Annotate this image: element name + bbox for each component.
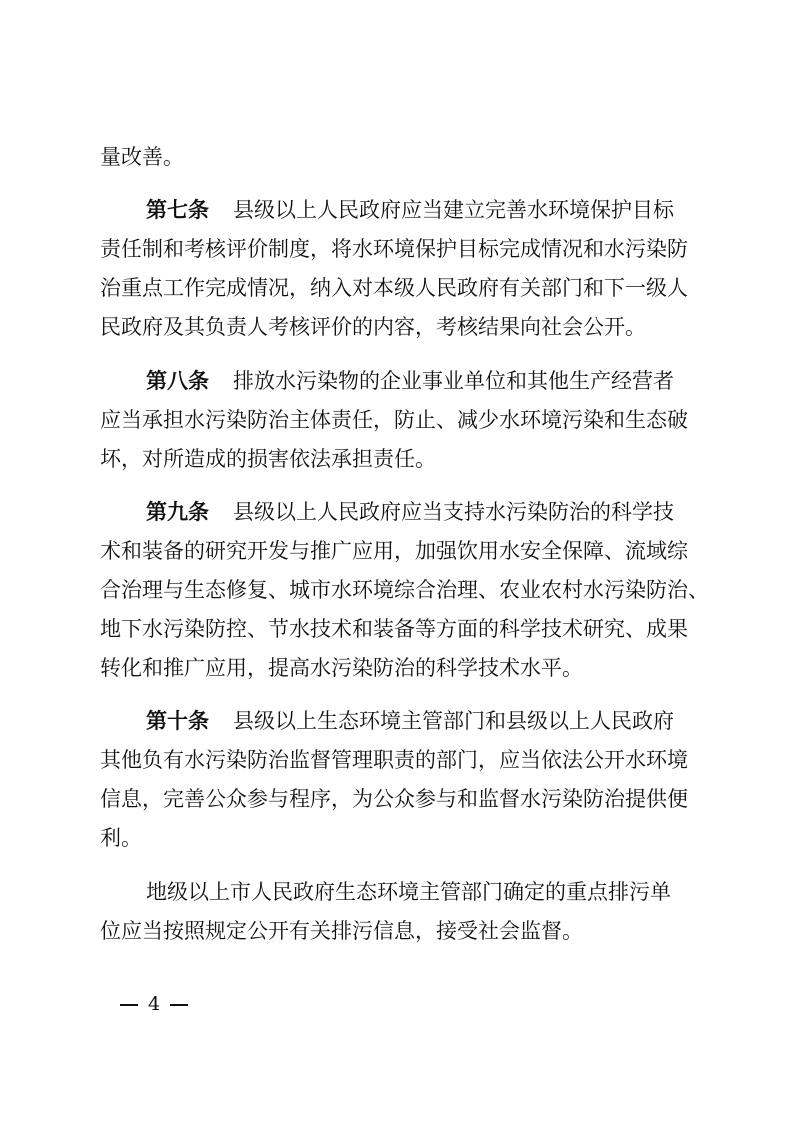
paragraph-line: 排放水污染物的企业事业单位和其他生产经营者 (233, 369, 674, 393)
paragraph-line: 县级以上人民政府应当支持水污染防治的科学技 (233, 500, 674, 524)
article-8-first-line (146, 366, 674, 396)
article-9-first-line (146, 497, 674, 527)
paragraph-line: 术和装备的研究开发与推广应用，加强饮用水安全保障、流域综 (100, 539, 688, 563)
paragraph-line: 责任制和考核评价制度，将水环境保护目标完成情况和水污染防 (100, 237, 688, 261)
paragraph-line: 转化和推广应用，提高水污染防治的科学技术水平。 (100, 656, 583, 680)
article-9-heading: 第九条 (146, 499, 209, 524)
dash-decoration (170, 1004, 188, 1006)
article-10-first-line (146, 706, 674, 736)
paragraph-line: 信息，完善公众参与程序，为公众参与和监督水污染防治提供便 (100, 787, 688, 811)
page-number (120, 992, 188, 1016)
paragraph-line: 其他负有水污染防治监督管理职责的部门，应当依法公开水环境 (100, 748, 688, 772)
paragraph-line: 量改善。 (100, 145, 184, 169)
page-number-value: 4 (148, 993, 161, 1015)
article-10-heading: 第十条 (146, 708, 209, 733)
article-7-heading: 第七条 (146, 197, 209, 222)
paragraph-line: 地级以上市人民政府生态环境主管部门确定的重点排污单 (146, 880, 671, 904)
paragraph-line: 位应当按照规定公开有关排污信息，接受社会监督。 (100, 919, 583, 943)
paragraph-line: 应当承担水污染防治主体责任，防止、减少水环境污染和生态破 (100, 408, 688, 432)
paragraph-line: 合治理与生态修复、城市水环境综合治理、农业农村水污染防治、 (100, 578, 709, 602)
article-7-first-line (146, 195, 674, 225)
paragraph-line: 县级以上人民政府应当建立完善水环境保护目标 (233, 198, 674, 222)
paragraph-line: 地下水污染防控、节水技术和装备等方面的科学技术研究、成果 (100, 617, 688, 641)
paragraph-line: 利。 (100, 826, 142, 850)
paragraph-line: 民政府及其负责人考核评价的内容，考核结果向社会公开。 (100, 315, 646, 339)
paragraph-line: 县级以上生态环境主管部门和县级以上人民政府 (233, 709, 674, 733)
dash-decoration (120, 1004, 138, 1006)
paragraph-line: 治重点工作完成情况，纳入对本级人民政府有关部门和下一级人 (100, 276, 688, 300)
article-8-heading: 第八条 (146, 368, 209, 393)
paragraph-line: 坏，对所造成的损害依法承担责任。 (100, 447, 436, 471)
